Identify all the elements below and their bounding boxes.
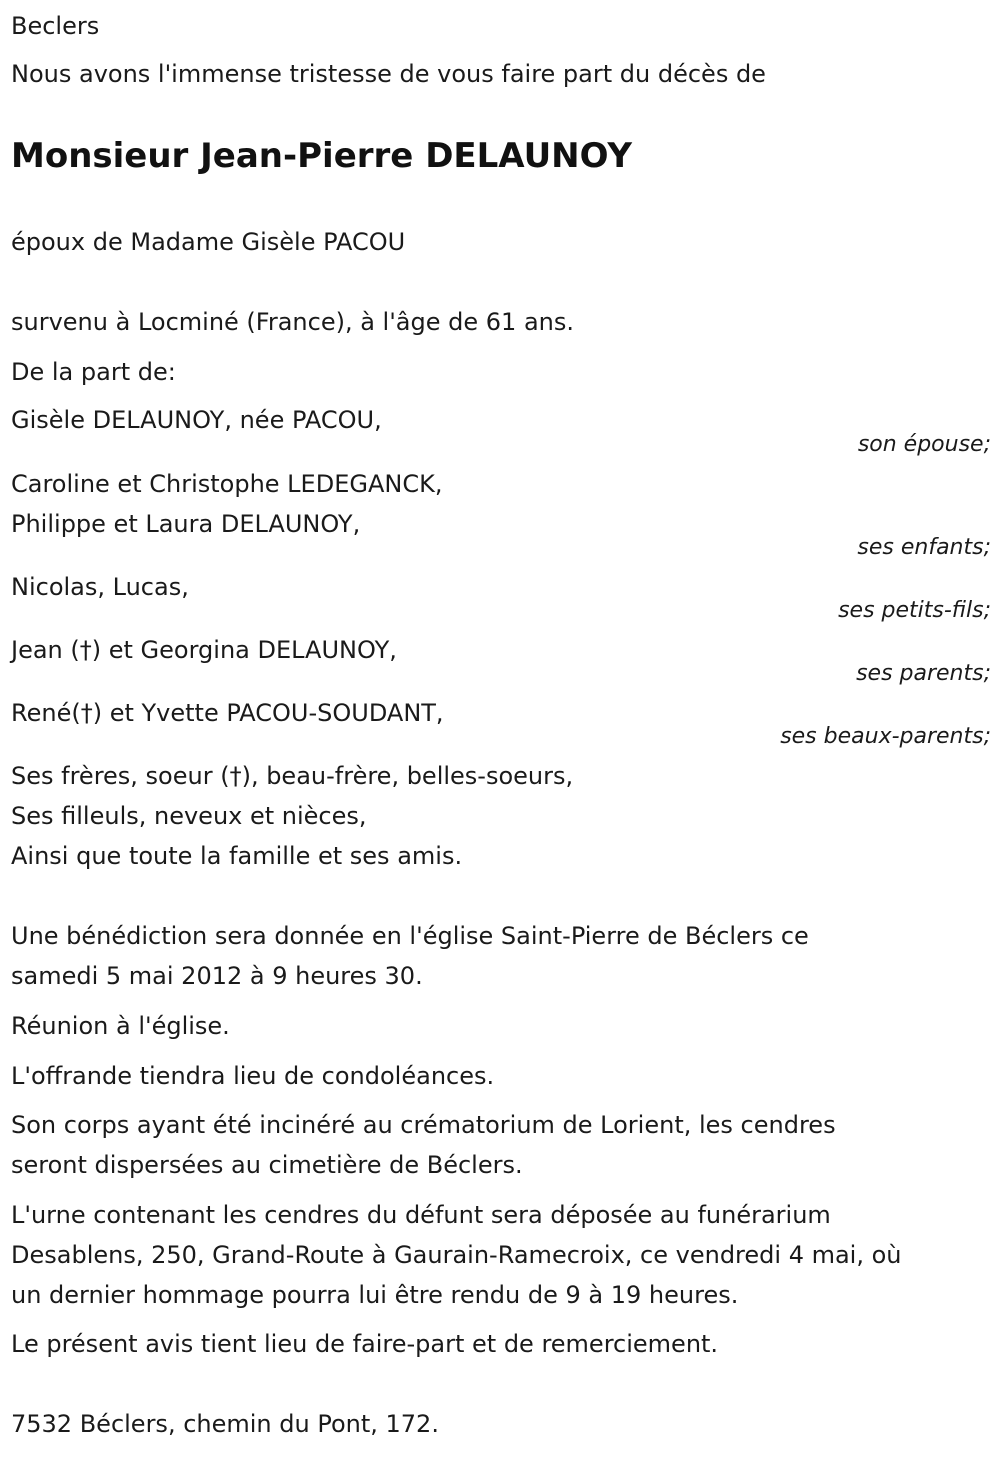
family-spouse-role: son épouse; (857, 432, 991, 457)
urn-line-2: Desablens, 250, Grand-Route à Gaurain-Ramecroix, ce vendredi 4 mai, où (11, 1241, 902, 1269)
urn-line-1: L'urne contenant les cendres du défunt sera déposée au funérarium (11, 1201, 831, 1229)
family-godchildren: Ses filleuls, neveux et nièces, (11, 802, 367, 830)
family-children-role: ses enfants; (857, 535, 991, 560)
family-grandchildren: Nicolas, Lucas, (11, 573, 189, 601)
address-line: 7532 Béclers, chemin du Pont, 172. (11, 1410, 439, 1438)
from-label: De la part de: (11, 358, 176, 386)
ceremony-line-1: Une bénédiction sera donnée en l'église Saint-Pierre de Béclers ce (11, 922, 809, 950)
family-children-2: Philippe et Laura DELAUNOY, (11, 510, 361, 538)
family-siblings: Ses frères, soeur (†), beau-frère, belles-soeurs, (11, 762, 574, 790)
urn-line-3: un dernier hommage pourra lui être rendu de 9 à 19 heures. (11, 1281, 739, 1309)
family-parents-role: ses parents; (856, 661, 991, 686)
family-spouse: Gisèle DELAUNOY, née PACOU, (11, 406, 382, 434)
closing-line: Le présent avis tient lieu de faire-part et de remerciement. (11, 1330, 719, 1358)
cremation-line-2: seront dispersées au cimetière de Béclers. (11, 1151, 523, 1179)
family-in-laws: René(†) et Yvette PACOU-SOUDANT, (11, 699, 444, 727)
town-heading: Beclers (11, 12, 100, 40)
family-others: Ainsi que toute la famille et ses amis. (11, 842, 463, 870)
family-grandchildren-role: ses petits-fils; (838, 598, 991, 623)
offering-line: L'offrande tiendra lieu de condoléances. (11, 1062, 495, 1090)
meeting-line: Réunion à l'église. (11, 1012, 230, 1040)
ceremony-line-2: samedi 5 mai 2012 à 9 heures 30. (11, 962, 423, 990)
death-line: survenu à Locminé (France), à l'âge de 61 ans. (11, 308, 574, 336)
deceased-name: Monsieur Jean-Pierre DELAUNOY (11, 136, 632, 176)
intro-text: Nous avons l'immense tristesse de vous faire part du décès de (11, 60, 766, 88)
family-children-1: Caroline et Christophe LEDEGANCK, (11, 470, 443, 498)
family-parents: Jean (†) et Georgina DELAUNOY, (11, 636, 397, 664)
cremation-line-1: Son corps ayant été incinéré au crématorium de Lorient, les cendres (11, 1111, 836, 1139)
family-in-laws-role: ses beaux-parents; (780, 724, 991, 749)
spouse-line: époux de Madame Gisèle PACOU (11, 228, 406, 256)
